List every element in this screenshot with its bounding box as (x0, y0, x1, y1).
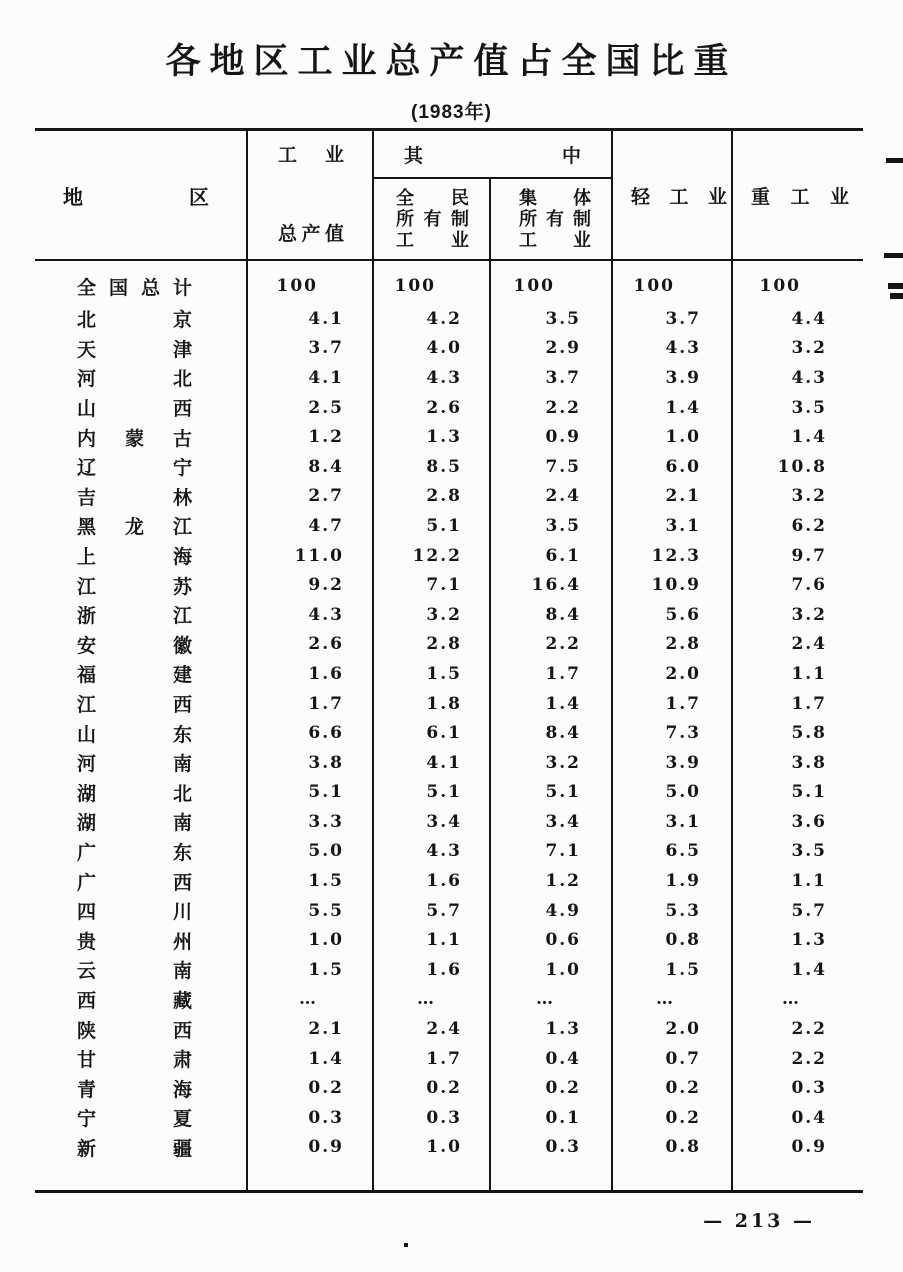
value-collective-owned: 2.9 (490, 334, 612, 364)
value-state-owned: 2.4 (373, 1014, 490, 1044)
value-heavy-industry: 0.9 (791, 1137, 828, 1158)
table-spacer-row (35, 1162, 863, 1192)
value-light-industry: 0.2 (612, 1073, 732, 1103)
table-row (35, 1044, 863, 1074)
value-heavy-industry: 9.7 (791, 545, 828, 566)
value-state-owned: 1.5 (373, 659, 490, 689)
value-gross-output: 4.3 (247, 600, 373, 630)
page-subtitle: (1983年) (411, 102, 492, 123)
value-light-industry: 7.3 (612, 718, 732, 748)
value-light-industry: 0.8 (612, 1133, 732, 1163)
value-collective-owned: 3.2 (490, 748, 612, 778)
region-name: 安徽 (77, 635, 192, 657)
value-heavy-industry: 0.3 (791, 1078, 828, 1099)
value-heavy-industry: … (782, 989, 802, 1010)
value-light-industry: 3.9 (612, 748, 732, 778)
header-collective-owned: 集体 所有制 工业 (490, 178, 612, 260)
value-gross-output: 1.5 (247, 955, 373, 985)
value-collective-owned: 2.2 (490, 393, 612, 423)
value-state-owned: 3.2 (373, 600, 490, 630)
value-light-industry: 6.5 (612, 837, 732, 867)
value-light-industry: 4.3 (612, 334, 732, 364)
value-gross-output: 2.6 (247, 630, 373, 660)
value-light-industry: 2.8 (612, 630, 732, 660)
value-heavy-industry: 1.3 (791, 930, 828, 951)
table-row (35, 748, 863, 778)
value-light-industry: 1.5 (612, 955, 732, 985)
value-light-industry: 3.1 (612, 511, 732, 541)
value-collective-owned: 3.4 (490, 807, 612, 837)
table-row (35, 393, 863, 423)
value-heavy-industry: 1.4 (791, 959, 828, 980)
table-row (35, 778, 863, 808)
scan-edge-artifact (886, 158, 903, 163)
region-name: 新疆 (77, 1138, 192, 1160)
value-light-industry: 0.8 (612, 925, 732, 955)
value-collective-owned: 7.1 (490, 837, 612, 867)
table-row (35, 689, 863, 719)
region-name: 天津 (77, 339, 192, 361)
value-heavy-industry: 6.2 (791, 515, 828, 536)
scan-edge-artifact (884, 253, 903, 258)
table-row (35, 600, 863, 630)
value-gross-output: 2.1 (247, 1014, 373, 1044)
value-light-industry: 2.0 (612, 1014, 732, 1044)
region-name: 内蒙古 (77, 428, 192, 450)
value-gross-output: 1.5 (247, 866, 373, 896)
value-collective-owned: 8.4 (490, 600, 612, 630)
value-collective-owned: 0.2 (490, 1073, 612, 1103)
value-gross-output: 3.8 (247, 748, 373, 778)
region-name: 北京 (77, 310, 192, 332)
region-name: 河南 (77, 754, 192, 776)
value-gross-output: 1.2 (247, 422, 373, 452)
table-row (35, 866, 863, 896)
region-name: 浙江 (77, 606, 192, 628)
value-collective-owned: 0.3 (490, 1133, 612, 1163)
value-collective-owned: 3.5 (490, 304, 612, 334)
page-title: 各地区工业总产值占全国比重 (165, 42, 738, 81)
region-name: 江苏 (77, 576, 192, 598)
value-gross-output: 8.4 (247, 452, 373, 482)
value-collective-owned: 100 (490, 260, 612, 304)
value-light-industry: 1.0 (612, 422, 732, 452)
table-header (35, 130, 863, 261)
value-heavy-industry: 3.2 (791, 486, 828, 507)
table-row (35, 570, 863, 600)
table-row (35, 630, 863, 660)
region-name: 广东 (77, 842, 192, 864)
value-light-industry: 5.0 (612, 778, 732, 808)
value-state-owned: 4.0 (373, 334, 490, 364)
region-name: 山西 (77, 399, 192, 421)
value-state-owned: 100 (373, 260, 490, 304)
value-gross-output (247, 1162, 373, 1192)
value-gross-output: 1.6 (247, 659, 373, 689)
scan-edge-artifact (888, 283, 903, 289)
value-collective-owned: 0.9 (490, 422, 612, 452)
value-gross-output: 6.6 (247, 718, 373, 748)
value-heavy-industry: 7.6 (791, 575, 828, 596)
value-state-owned: 12.2 (373, 541, 490, 571)
value-state-owned: 5.7 (373, 896, 490, 926)
table-row (35, 452, 863, 482)
value-gross-output: 1.0 (247, 925, 373, 955)
value-gross-output: 1.4 (247, 1044, 373, 1074)
page-number: — 213 — (703, 1210, 815, 1232)
value-state-owned: 1.6 (373, 955, 490, 985)
value-state-owned: 4.3 (373, 363, 490, 393)
value-collective-owned: 1.2 (490, 866, 612, 896)
region-name: 陕西 (77, 1020, 192, 1042)
value-light-industry: 3.7 (612, 304, 732, 334)
table-row (35, 511, 863, 541)
value-heavy-industry: 100 (759, 276, 802, 296)
value-heavy-industry: 4.4 (791, 308, 828, 329)
table-row (35, 718, 863, 748)
value-state-owned: 5.1 (373, 511, 490, 541)
value-heavy-industry (732, 1162, 863, 1192)
value-state-owned: 8.5 (373, 452, 490, 482)
region-name: 甘肃 (77, 1050, 192, 1072)
value-collective-owned: 5.1 (490, 778, 612, 808)
table-row (35, 837, 863, 867)
value-collective-owned (490, 1162, 612, 1192)
value-gross-output: 0.2 (247, 1073, 373, 1103)
value-collective-owned: 1.0 (490, 955, 612, 985)
value-light-industry: 10.9 (612, 570, 732, 600)
value-heavy-industry: 2.2 (791, 1019, 828, 1040)
value-state-owned: 0.3 (373, 1103, 490, 1133)
region-name: 上海 (77, 547, 192, 569)
value-gross-output: … (247, 985, 373, 1015)
table-row (35, 896, 863, 926)
value-light-industry: … (612, 985, 732, 1015)
value-heavy-industry: 1.4 (791, 427, 828, 448)
value-state-owned: 0.2 (373, 1073, 490, 1103)
value-heavy-industry: 2.4 (791, 634, 828, 655)
table-row (35, 482, 863, 512)
scan-edge-artifact (890, 293, 903, 299)
table-row (35, 541, 863, 571)
value-light-industry: 5.6 (612, 600, 732, 630)
value-light-industry: 1.9 (612, 866, 732, 896)
value-heavy-industry: 3.2 (791, 338, 828, 359)
table-row (35, 304, 863, 334)
value-light-industry: 2.1 (612, 482, 732, 512)
value-light-industry: 5.3 (612, 896, 732, 926)
region-name: 江西 (77, 695, 192, 717)
value-state-owned (373, 1162, 490, 1192)
region-name: 福建 (77, 665, 192, 687)
header-light-industry: 轻工业 (612, 130, 732, 261)
value-light-industry: 12.3 (612, 541, 732, 571)
region-name: 吉林 (77, 487, 192, 509)
value-light-industry: 0.2 (612, 1103, 732, 1133)
region-name: 湖北 (77, 783, 192, 805)
table-row (35, 925, 863, 955)
value-heavy-industry: 1.1 (791, 871, 828, 892)
table-row (35, 985, 863, 1015)
region-name: 全国总计 (77, 277, 192, 299)
table-row (35, 363, 863, 393)
value-collective-owned: 0.1 (490, 1103, 612, 1133)
value-heavy-industry: 3.5 (791, 397, 828, 418)
value-heavy-industry: 3.5 (791, 841, 828, 862)
value-gross-output: 3.7 (247, 334, 373, 364)
value-state-owned: 1.3 (373, 422, 490, 452)
value-state-owned: 1.1 (373, 925, 490, 955)
value-collective-owned: 1.3 (490, 1014, 612, 1044)
value-heavy-industry: 10.8 (777, 456, 828, 477)
value-state-owned: 4.1 (373, 748, 490, 778)
header-region: 地区 (35, 130, 247, 261)
value-collective-owned: 6.1 (490, 541, 612, 571)
value-state-owned: 4.3 (373, 837, 490, 867)
value-heavy-industry: 0.4 (791, 1107, 828, 1128)
value-gross-output: 0.3 (247, 1103, 373, 1133)
table-row (35, 955, 863, 985)
region-name: 宁夏 (77, 1109, 192, 1131)
table-row (35, 1133, 863, 1163)
value-gross-output: 4.7 (247, 511, 373, 541)
table-row (35, 807, 863, 837)
region-name: 青海 (77, 1079, 192, 1101)
region-name: 湖南 (77, 813, 192, 835)
value-heavy-industry: 5.7 (791, 900, 828, 921)
value-gross-output: 5.1 (247, 778, 373, 808)
value-state-owned: … (373, 985, 490, 1015)
value-collective-owned: 16.4 (490, 570, 612, 600)
value-collective-owned: 1.4 (490, 689, 612, 719)
region-name: 广西 (77, 872, 192, 894)
value-heavy-industry: 5.1 (791, 782, 828, 803)
value-collective-owned: 2.2 (490, 630, 612, 660)
value-gross-output: 1.7 (247, 689, 373, 719)
value-gross-output: 2.5 (247, 393, 373, 423)
value-light-industry (612, 1162, 732, 1192)
value-state-owned: 1.6 (373, 866, 490, 896)
value-gross-output: 0.9 (247, 1133, 373, 1163)
value-state-owned: 6.1 (373, 718, 490, 748)
scan-speck-artifact (404, 1243, 408, 1247)
value-collective-owned: 0.6 (490, 925, 612, 955)
value-heavy-industry: 5.8 (791, 723, 828, 744)
value-light-industry: 2.0 (612, 659, 732, 689)
value-collective-owned: 4.9 (490, 896, 612, 926)
value-gross-output: 9.2 (247, 570, 373, 600)
value-collective-owned: 7.5 (490, 452, 612, 482)
value-heavy-industry: 3.2 (791, 604, 828, 625)
value-gross-output: 5.0 (247, 837, 373, 867)
region-name: 黑龙江 (77, 517, 192, 539)
value-light-industry: 1.7 (612, 689, 732, 719)
value-collective-owned: 8.4 (490, 718, 612, 748)
value-collective-owned: 0.4 (490, 1044, 612, 1074)
value-collective-owned: … (490, 985, 612, 1015)
value-heavy-industry: 4.3 (791, 367, 828, 388)
value-gross-output: 3.3 (247, 807, 373, 837)
value-gross-output: 4.1 (247, 363, 373, 393)
table-row (35, 1073, 863, 1103)
value-gross-output: 100 (247, 260, 373, 304)
value-state-owned: 1.8 (373, 689, 490, 719)
header-state-owned: 全民 所有制 工业 (373, 178, 490, 260)
value-heavy-industry: 3.6 (791, 811, 828, 832)
value-collective-owned: 3.7 (490, 363, 612, 393)
value-collective-owned: 2.4 (490, 482, 612, 512)
value-state-owned: 3.4 (373, 807, 490, 837)
value-light-industry: 0.7 (612, 1044, 732, 1074)
value-state-owned: 2.8 (373, 630, 490, 660)
value-state-owned: 2.6 (373, 393, 490, 423)
value-light-industry: 3.9 (612, 363, 732, 393)
value-state-owned: 2.8 (373, 482, 490, 512)
value-heavy-industry: 3.8 (791, 752, 828, 773)
value-heavy-industry: 1.1 (791, 663, 828, 684)
header-among: 其中 (373, 130, 612, 179)
value-heavy-industry: 2.2 (791, 1048, 828, 1069)
value-gross-output: 5.5 (247, 896, 373, 926)
region-name: 四川 (77, 902, 192, 924)
region-name: 山东 (77, 724, 192, 746)
table-row (35, 260, 863, 304)
regions-industry-table (35, 128, 863, 1193)
region-name: 云南 (77, 961, 192, 983)
region-name: 西藏 (77, 990, 192, 1012)
value-light-industry: 100 (612, 260, 732, 304)
value-light-industry: 1.4 (612, 393, 732, 423)
value-state-owned: 7.1 (373, 570, 490, 600)
header-heavy-industry: 重工业 (732, 130, 863, 261)
value-heavy-industry: 1.7 (791, 693, 828, 714)
table-body (35, 260, 863, 1192)
value-gross-output: 11.0 (247, 541, 373, 571)
table-row (35, 1103, 863, 1133)
value-collective-owned: 3.5 (490, 511, 612, 541)
table-row (35, 334, 863, 364)
value-gross-output: 2.7 (247, 482, 373, 512)
value-light-industry: 6.0 (612, 452, 732, 482)
table-row (35, 1014, 863, 1044)
value-state-owned: 1.7 (373, 1044, 490, 1074)
region-name: 河北 (77, 369, 192, 391)
value-light-industry: 3.1 (612, 807, 732, 837)
header-gross-output: 工业 总产值 (247, 130, 373, 261)
table-row (35, 422, 863, 452)
value-state-owned: 1.0 (373, 1133, 490, 1163)
table-row (35, 659, 863, 689)
value-gross-output: 4.1 (247, 304, 373, 334)
value-collective-owned: 1.7 (490, 659, 612, 689)
region-name: 辽宁 (77, 458, 192, 480)
value-state-owned: 5.1 (373, 778, 490, 808)
value-state-owned: 4.2 (373, 304, 490, 334)
region-name: 贵州 (77, 931, 192, 953)
